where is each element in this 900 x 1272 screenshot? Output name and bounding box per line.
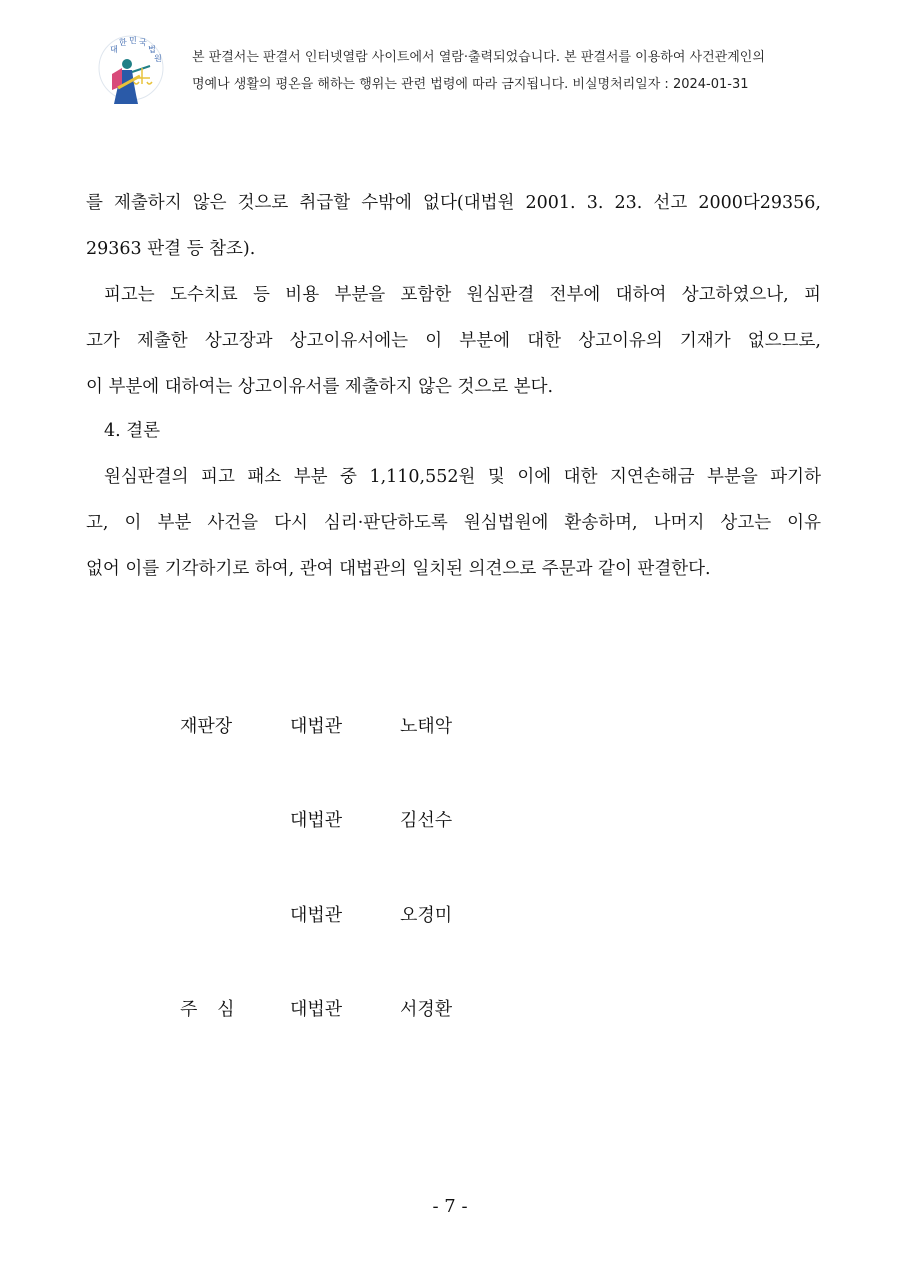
notice-line-2: 명예나 생활의 평온을 해하는 행위는 관련 법령에 따라 금지됩니다. 비실명처리일자 : 2024-01-31	[192, 77, 749, 92]
signature-title: 대법관	[290, 716, 343, 737]
svg-text:민: 민	[129, 36, 137, 45]
text-line: 를 제출하지 않은 것으로 취급할 수밖에 없다(대법원 2001. 3. 23. 선고 2000다29356,	[86, 193, 821, 213]
text-line: 피고는 도수치료 등 비용 부분을 포함한 원심판결 전부에 대하여 상고하였으나, 피	[104, 285, 821, 305]
usage-notice	[192, 44, 832, 98]
text-line: 이 부분에 대하여는 상고이유서를 제출하지 않은 것으로 본다.	[86, 377, 554, 397]
court-emblem-logo	[88, 30, 174, 114]
signature-name: 서경환	[400, 999, 453, 1020]
signature-role: 재판장	[180, 716, 233, 737]
section-heading-conclusion	[86, 408, 821, 454]
paragraph-appeal-scope	[86, 272, 821, 410]
paragraph-citation	[86, 180, 821, 272]
header	[88, 30, 828, 114]
signature-name: 오경미	[400, 905, 453, 926]
text-line: 원심판결의 피고 패소 부분 중 1,110,552원 및 이에 대한 지연손해금 부분을 파기하	[104, 467, 821, 487]
svg-text:국: 국	[139, 38, 147, 47]
page-number: - 7 -	[432, 1196, 468, 1217]
heading-text: 4. 결론	[104, 421, 161, 441]
svg-text:한: 한	[119, 38, 127, 47]
signature-title: 대법관	[290, 810, 343, 831]
text-line: 29363 판결 등 참조).	[86, 239, 256, 259]
text-line: 고가 제출한 상고장과 상고이유서에는 이 부분에 대한 상고이유의 기재가 없으므로,	[86, 331, 821, 351]
text-line: 고, 이 부분 사건을 다시 심리·판단하도록 원심법원에 환송하며, 나머지 상고는 이유	[86, 513, 821, 533]
paragraph-conclusion	[86, 454, 821, 592]
signature-name: 노태악	[400, 716, 453, 737]
signature-title: 대법관	[290, 905, 343, 926]
svg-text:대: 대	[110, 45, 118, 54]
signature-title: 대법관	[290, 999, 343, 1020]
svg-text:원: 원	[154, 54, 162, 63]
svg-text:법: 법	[148, 45, 156, 54]
signature-name: 김선수	[400, 810, 453, 831]
text-line: 없어 이를 기각하기로 하여, 관여 대법관의 일치된 의견으로 주문과 같이 판결한다.	[86, 559, 711, 579]
signature-role: 주 심	[180, 999, 235, 1020]
notice-line-1: 본 판결서는 판결서 인터넷열람 사이트에서 열람·출력되었습니다. 본 판결서를 이용하여 사건관계인의	[192, 50, 765, 65]
